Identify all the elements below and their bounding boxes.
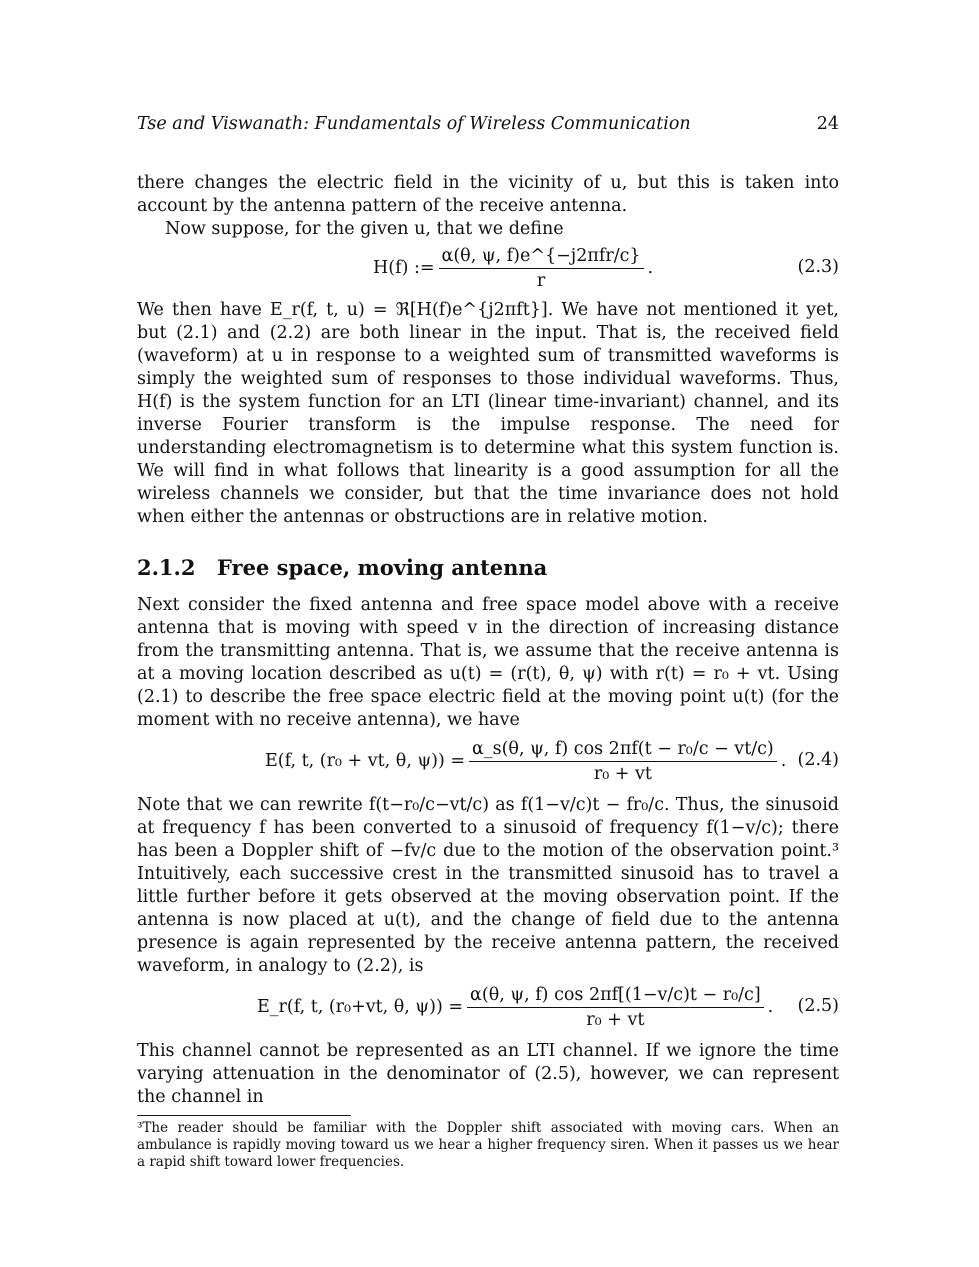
footnote-3: ³The reader should be familiar with the Doppler shift associated with moving cars. When an ambulance is rapidly moving toward us we hear a higher frequency siren. When it passes us we hear a rapid shift toward lower frequencies. <box>137 1120 839 1170</box>
equation-2-5 <box>137 982 839 1032</box>
paragraph-6: This channel cannot be represented as an LTI channel. If we ignore the time varying attenuation in the denominator of (2.5), however, we can represent the channel in <box>137 1041 839 1107</box>
eq23-denominator: r <box>536 270 546 291</box>
paragraph-3: We then have E_r(f, t, u) = ℜ[H(f)e^{j2πft}]. We have not mentioned it yet, but (2.1) and (2.2) are both linear in the input. That is, the received field (waveform) at u in response to a weighted sum of transmitted waveforms is simply the weighted sum of responses to those individual waveforms. Thus, H(f) is the system function for an LTI (linear time-invariant) channel, and its inverse Fourier transform is the impulse response. The need for understanding electromagnetism is to determine what this system function is. We will find in what follows that linearity is a good assumption for all the wireless channels we consider, but that the time invariance does not hold when either the antennas or obstructions are in relative motion. <box>137 300 839 527</box>
eq25-numerator: α(θ, ψ, f) cos 2πf[(1−v/c)t − r₀/c] <box>467 985 764 1008</box>
section-heading <box>137 555 839 580</box>
paragraph-5: Note that we can rewrite f(t−r₀/c−vt/c) as f(1−v/c)t − fr₀/c. Thus, the sinusoid at frequency f has been converted to a sinusoid of frequency f(1−v/c); there has been a Doppler shift of −fv/c due to the motion of the observation point.³ Intuitively, each successive crest in the transmitted sinusoid has to travel a little further before it gets observed at the moving observation point. If the antenna is now placed at u(t), and the change of field due to the antenna presence is again represented by the receive antenna pattern, the received waveform, in analogy to (2.2), is <box>137 795 839 976</box>
eq24-number: (2.4) <box>797 750 839 770</box>
eq23-number: (2.3) <box>797 257 839 277</box>
eq24-denominator: r₀ + vt <box>593 763 652 784</box>
equation-2-3 <box>137 243 839 293</box>
paragraph-1: there changes the electric field in the vicinity of u, but this is taken into account by the antenna pattern of the receive antenna. <box>137 173 839 216</box>
eq25-fraction <box>467 985 764 1030</box>
eq25-denominator: r₀ + vt <box>586 1009 645 1030</box>
eq23-lhs: H(f) := <box>373 258 435 278</box>
eq23-fraction <box>439 246 644 291</box>
eq25-lhs: E_r(f, t, (r₀+vt, θ, ψ)) = <box>257 997 464 1017</box>
section-number: 2.1.2 <box>137 555 196 580</box>
footnote-rule <box>137 1115 351 1116</box>
eq24-numerator: α_s(θ, ψ, f) cos 2πf(t − r₀/c − vt/c) <box>469 739 777 762</box>
section-title: Free space, moving antenna <box>217 555 548 580</box>
eq24-trail: . <box>780 751 787 771</box>
paragraph-4: Next consider the fixed antenna and free space model above with a receive antenna that is moving with speed v in the direction of increasing distance from the transmitting antenna. That is, we assume that the receive antenna is at a moving location described as u(t) = (r(t), θ, ψ) with r(t) = r₀ + vt. Using (2.1) to describe the free space electric field at the moving point u(t) (for the moment with no receive antenna), we have <box>137 595 839 730</box>
eq24-lhs: E(f, t, (r₀ + vt, θ, ψ)) = <box>265 751 466 771</box>
page-number: 24 <box>816 114 839 134</box>
paragraph-2: Now suppose, for the given u, that we define <box>165 219 564 239</box>
eq25-number: (2.5) <box>797 996 839 1016</box>
running-header <box>137 114 839 134</box>
eq25-trail: . <box>767 997 774 1017</box>
eq23-trail: . <box>647 258 654 278</box>
eq23-numerator: α(θ, ψ, f)e^{−j2πfr/c} <box>439 246 644 269</box>
equation-2-4 <box>137 736 839 786</box>
running-title: Tse and Viswanath: Fundamentals of Wireless Communication <box>137 114 691 134</box>
eq24-fraction <box>469 739 777 784</box>
